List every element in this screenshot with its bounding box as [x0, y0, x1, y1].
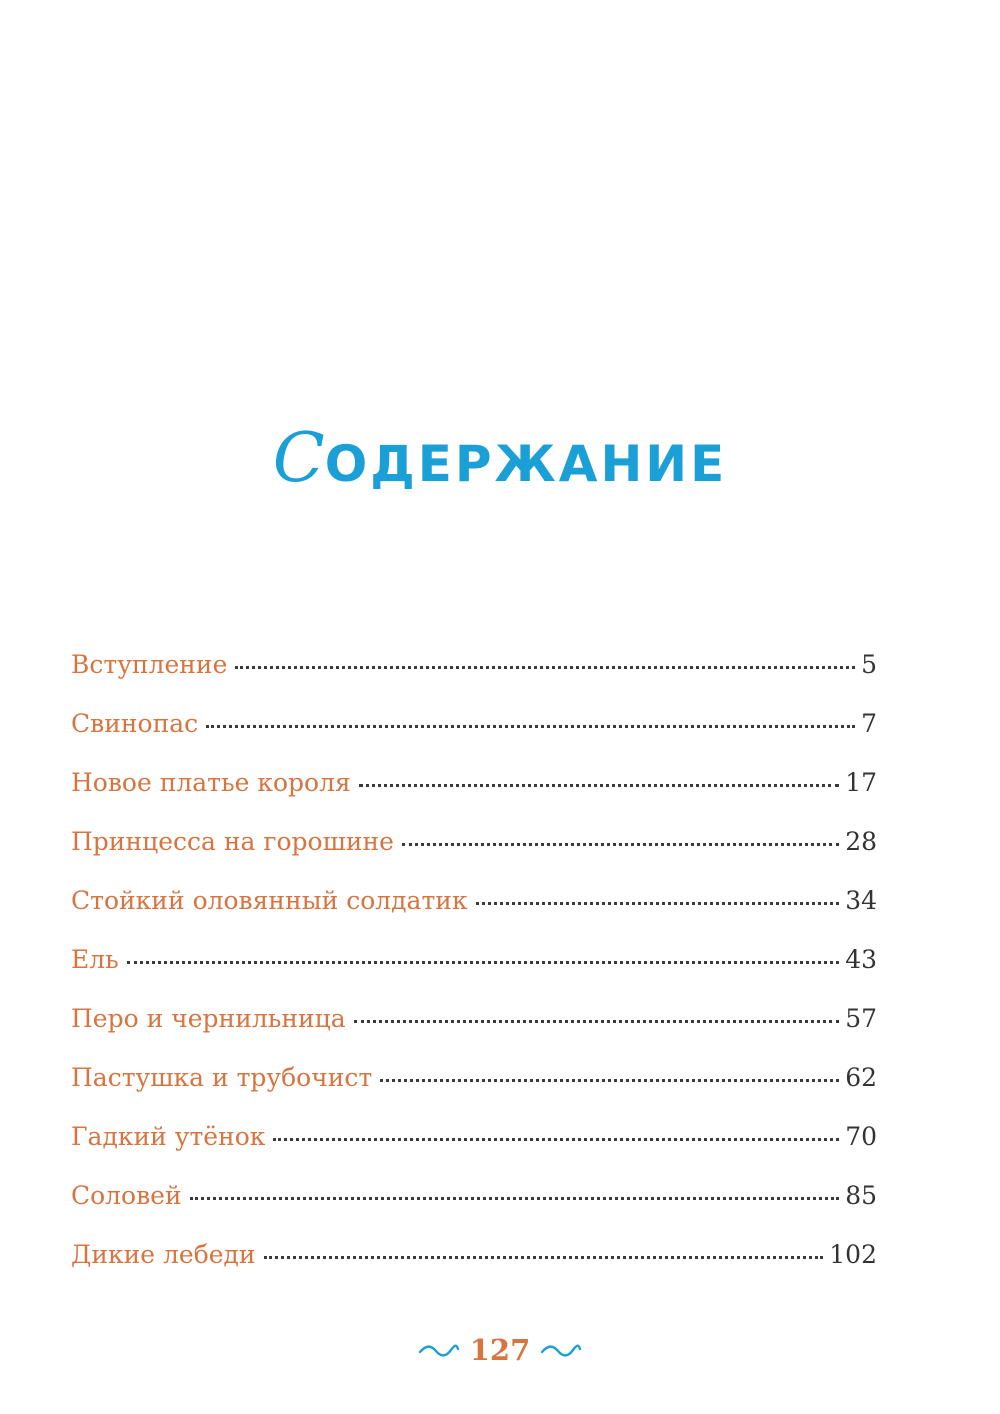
dot-leader — [264, 1253, 824, 1259]
toc-entry-page: 57 — [845, 1004, 877, 1033]
toc-entry-title: Новое платье короля — [71, 768, 351, 797]
dot-leader — [235, 663, 855, 669]
toc-entry[interactable] — [71, 1235, 877, 1294]
toc-entry-page: 85 — [845, 1181, 877, 1210]
toc-entry[interactable] — [71, 1117, 877, 1176]
dot-leader — [354, 1017, 840, 1023]
wave-ornament-icon — [540, 1342, 582, 1358]
toc-entry-title: Принцесса на горошине — [71, 827, 394, 856]
dot-leader — [402, 840, 839, 846]
dot-leader — [380, 1076, 839, 1082]
dot-leader — [206, 722, 855, 728]
toc-entry-page: 7 — [861, 709, 877, 738]
toc-entry[interactable] — [71, 1058, 877, 1117]
toc-entry[interactable] — [71, 763, 877, 822]
page-footer — [0, 1330, 1000, 1370]
toc-entry[interactable] — [71, 881, 877, 940]
toc-entry-title: Пастушка и трубочист — [71, 1063, 373, 1092]
table-of-contents — [71, 645, 877, 1294]
page-title — [0, 419, 1000, 504]
dot-leader — [127, 958, 839, 964]
toc-entry[interactable] — [71, 1176, 877, 1235]
toc-entry-page: 70 — [845, 1122, 877, 1151]
dot-leader — [190, 1194, 840, 1200]
dot-leader — [359, 781, 839, 787]
toc-entry-page: 34 — [845, 886, 877, 915]
toc-entry-title: Стойкий оловянный солдатик — [71, 886, 468, 915]
toc-entry-title: Вступление — [71, 650, 228, 679]
dot-leader — [476, 899, 840, 905]
toc-entry-title: Перо и чернильница — [71, 1004, 346, 1033]
toc-entry-title: Ель — [71, 945, 119, 974]
toc-entry-title: Свинопас — [71, 709, 199, 738]
toc-entry[interactable] — [71, 822, 877, 881]
toc-entry[interactable] — [71, 704, 877, 763]
toc-entry-page: 62 — [845, 1063, 877, 1092]
toc-entry[interactable] — [71, 999, 877, 1058]
title-rest: ОДЕРЖАНИЕ — [324, 434, 728, 493]
toc-entry-page: 43 — [845, 945, 877, 974]
page-number: 127 — [469, 1333, 531, 1367]
toc-entry-title: Гадкий утёнок — [71, 1122, 266, 1151]
toc-entry[interactable] — [71, 645, 877, 704]
toc-entry-page: 28 — [845, 827, 877, 856]
dot-leader — [273, 1135, 839, 1141]
toc-entry-title: Соловей — [71, 1181, 182, 1210]
toc-entry-page: 102 — [829, 1240, 877, 1269]
toc-entry-page: 5 — [861, 650, 877, 679]
title-initial: С — [272, 418, 325, 498]
wave-ornament-icon — [418, 1342, 460, 1358]
toc-entry-title: Дикие лебеди — [71, 1240, 256, 1269]
toc-entry[interactable] — [71, 940, 877, 999]
toc-entry-page: 17 — [845, 768, 877, 797]
